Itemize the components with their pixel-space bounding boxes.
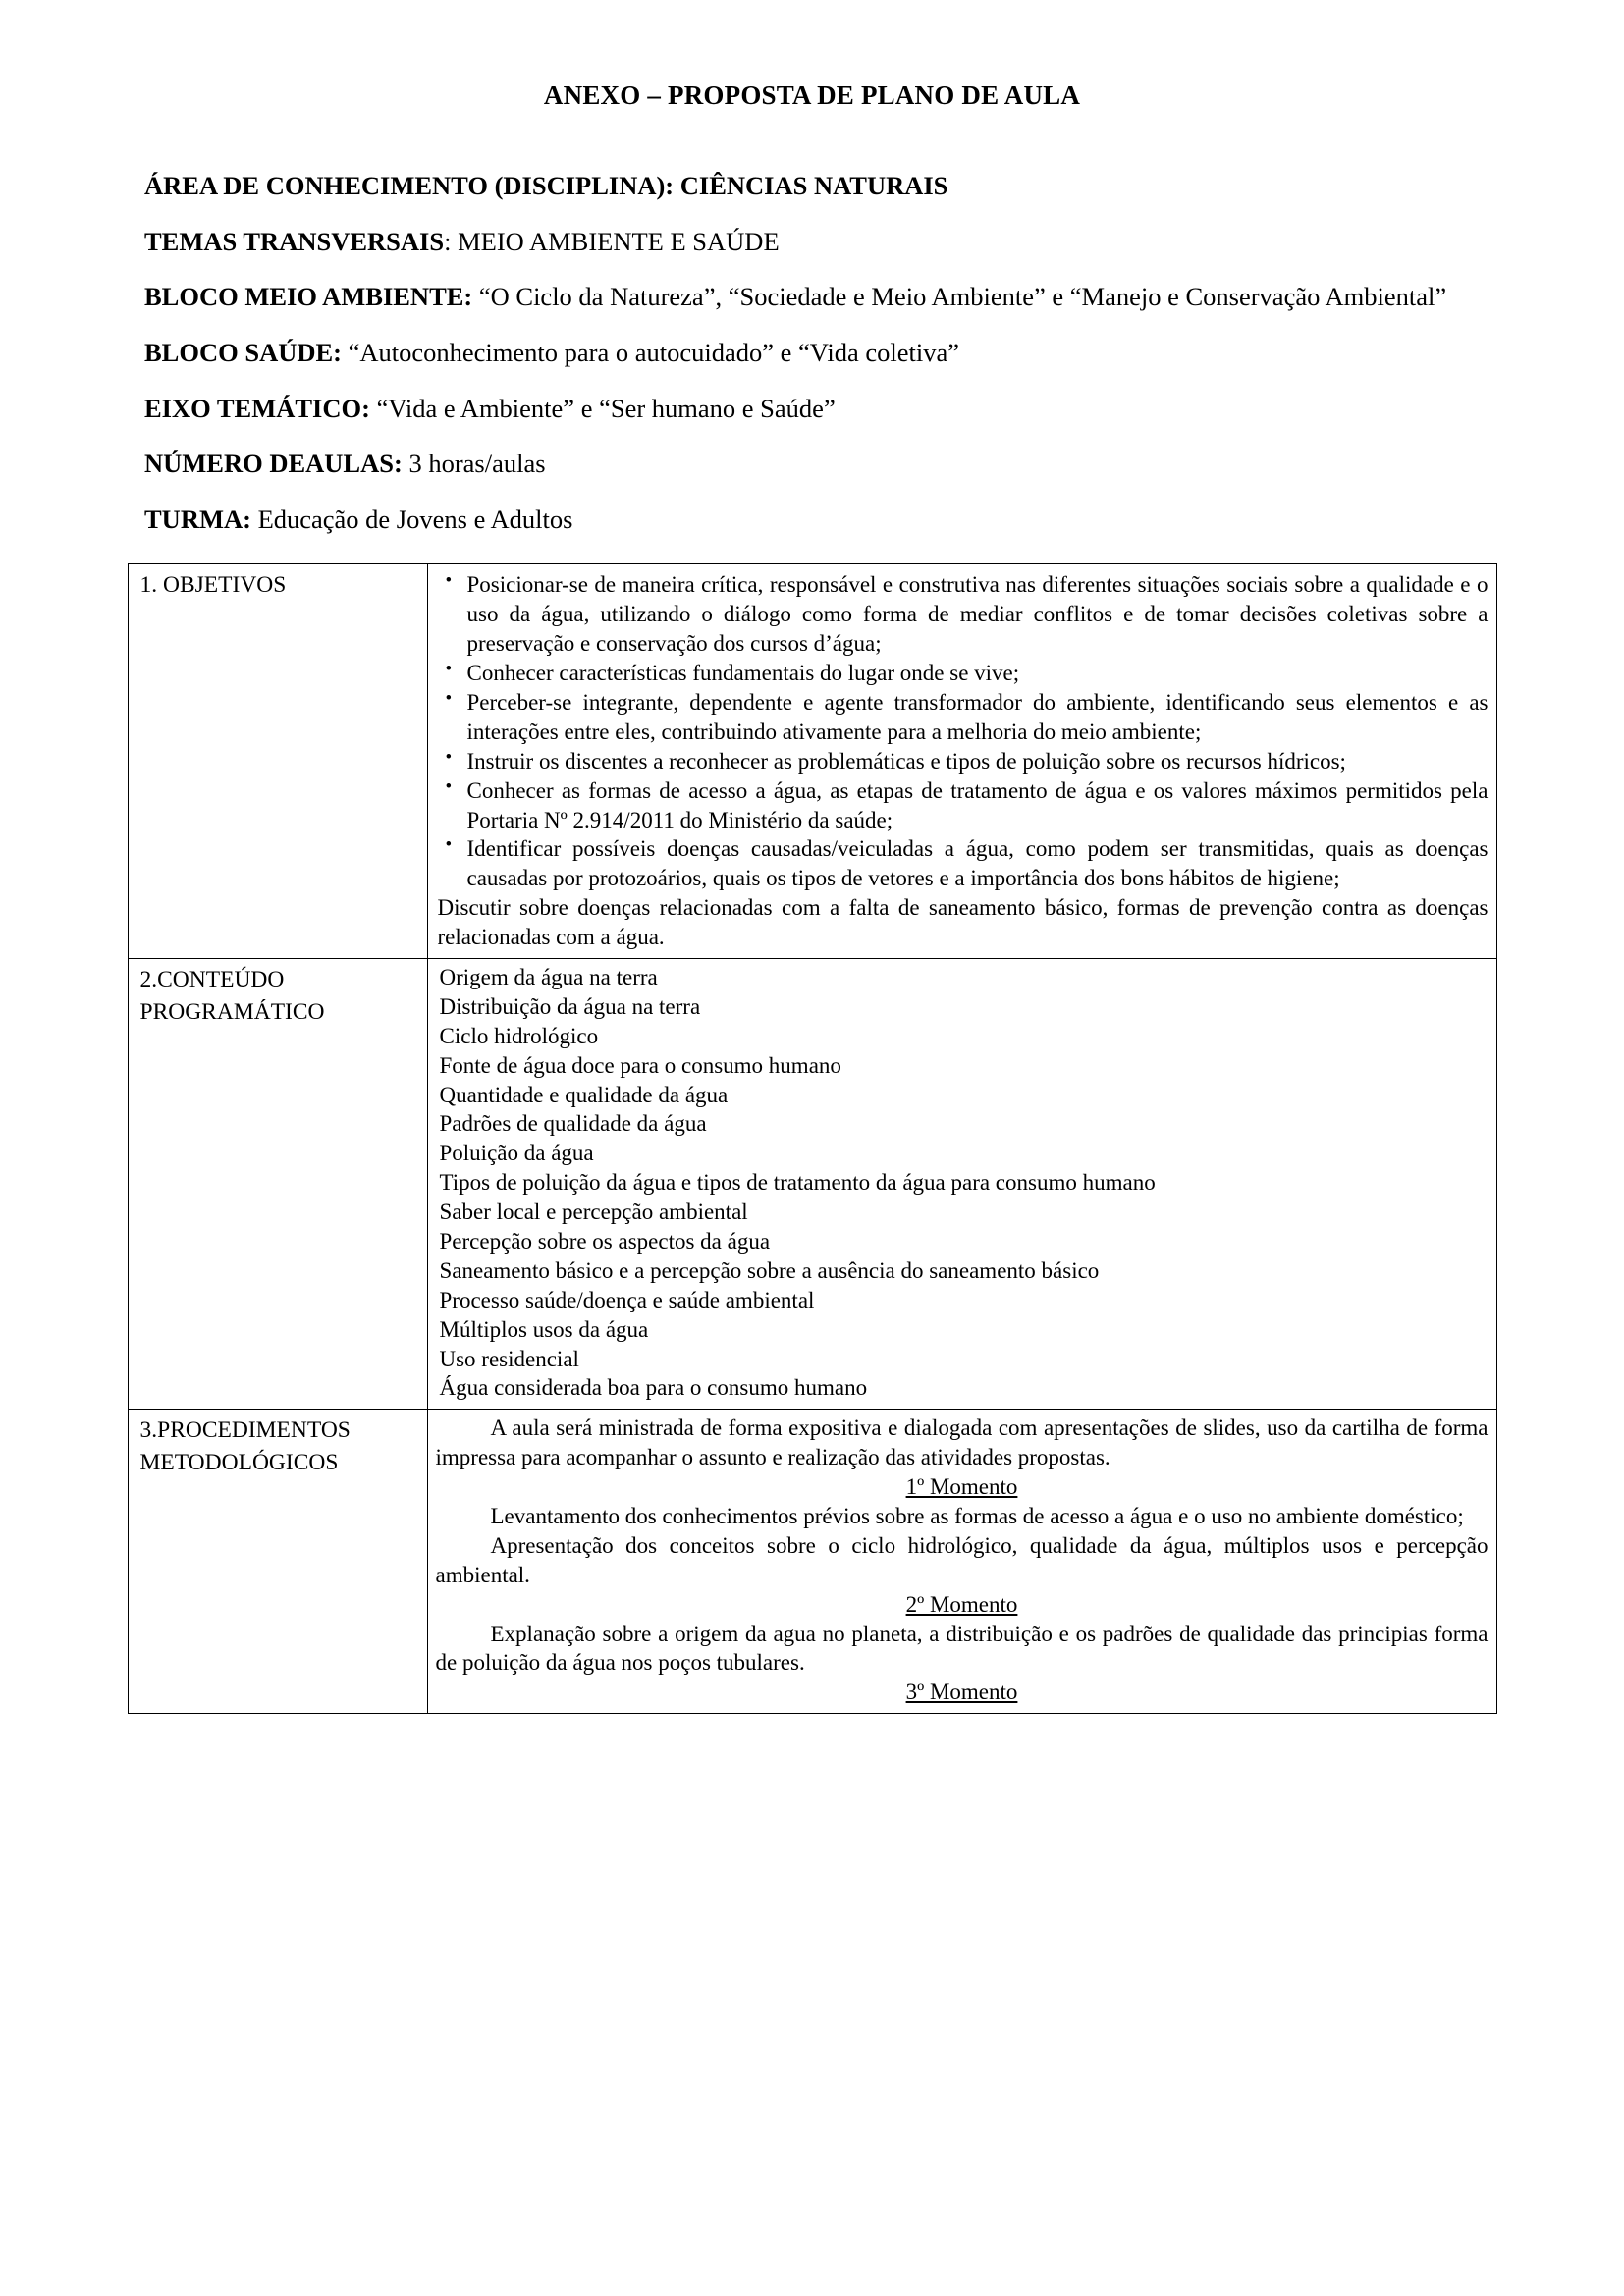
objetivos-label-cell — [128, 564, 427, 959]
conteudo-label-line1: 2.CONTEÚDO — [139, 966, 285, 992]
momento-2-heading-text: 2º Momento — [905, 1591, 1018, 1617]
plano-de-aula-table — [128, 563, 1497, 1714]
bloco-meio-ambiente-line — [144, 279, 1480, 316]
bloco-meio-ambiente-value: “O Ciclo da Natureza”, “Sociedade e Meio Ambiente” e “Manejo e Conservação Ambiental” — [472, 282, 1447, 312]
bloco-meio-ambiente-label: BLOCO MEIO AMBIENTE: — [144, 282, 473, 312]
list-item: Uso residencial — [439, 1346, 579, 1371]
momento-3-heading-text: 3º Momento — [905, 1680, 1018, 1705]
procedimentos-label-line1: 3.PROCEDIMENTOS — [139, 1417, 351, 1444]
area-de-conhecimento-label: ÁREA DE CONHECIMENTO (DISCIPLINA): CIÊNCIAS NATURAIS — [144, 171, 948, 200]
numero-de-aulas-line — [144, 446, 1480, 483]
temas-transversais-value: : MEIO AMBIENTE E SAÚDE — [444, 226, 780, 256]
turma-label: TURMA: — [144, 504, 251, 534]
list-item: • Conhecer características fundamentais do lugar onde se vive; — [465, 659, 1489, 688]
list-item: Água considerada boa para o consumo humano — [439, 1375, 868, 1401]
momento-3-heading — [436, 1678, 1489, 1707]
table-row-procedimentos-metodologicos — [128, 1410, 1496, 1714]
list-item: • Perceber-se integrante, dependente e agente transformador do ambiente, identificando seus elementos e as interações entre eles, contribuindo ativamente para a melhoria do meio ambiente; — [465, 688, 1489, 747]
eixo-tematico-line — [144, 391, 1480, 428]
list-item: Ciclo hidrológico — [439, 1023, 599, 1048]
momento-1-paragraph-1: Levantamento dos conhecimentos prévios sobre as formas de acesso a água e o uso no ambiente doméstico; — [490, 1503, 1464, 1528]
temas-transversais-label: TEMAS TRANSVERSAIS — [144, 226, 445, 256]
list-item: Padrões de qualidade da água — [439, 1111, 707, 1137]
list-item: Poluição da água — [439, 1141, 594, 1166]
momento-2-paragraph-1: Explanação sobre a origem da agua no planeta, a distribuição e os padrões de qualidade das principias forma de poluição da água nos poços tubulares. — [435, 1621, 1489, 1676]
eixo-tematico-value: “Vida e Ambiente” e “Ser humano e Saúde” — [369, 393, 836, 423]
header-metadata-block — [144, 111, 1480, 538]
bloco-saude-value: “Autoconhecimento para o autocuidado” e “Vida coletiva” — [342, 337, 959, 367]
list-item: • Posicionar-se de maneira crítica, responsável e construtiva nas diferentes situações sociais sobre a qualidade e o uso da água, utilizando o diálogo como forma de mediar conflitos e de tomar decisões coletivas sobre a preservação e conservação dos cursos d’água; — [465, 570, 1489, 659]
list-item: • Identificar possíveis doenças causadas/veiculadas a água, como podem ser transmitidas, quais as doenças causadas por protozoários, quais os tipos de vetores e a importância dos bons hábitos de higiene; — [465, 834, 1489, 893]
numero-de-aulas-value: 3 horas/aulas — [402, 449, 546, 479]
objetivos-bullet-list — [436, 570, 1489, 893]
page-title: ANEXO – PROPOSTA DE PLANO DE AULA — [543, 80, 1081, 110]
procedimentos-label-line2: METODOLÓGICOS — [139, 1449, 339, 1475]
list-item: Múltiplos usos da água — [439, 1316, 649, 1342]
conteudo-content-cell — [427, 958, 1496, 1409]
momento-2-heading — [436, 1590, 1489, 1620]
list-item: Fonte de água doce para o consumo humano — [439, 1052, 841, 1078]
list-item: Quantidade e qualidade da água — [439, 1082, 729, 1107]
list-item: • Instruir os discentes a reconhecer as problemáticas e tipos de poluição sobre os recursos hídricos; — [465, 747, 1489, 776]
turma-value: Educação de Jovens e Adultos — [250, 504, 573, 534]
numero-de-aulas-label: NÚMERO DEAULAS: — [144, 449, 403, 479]
eixo-tematico-label: EIXO TEMÁTICO: — [144, 393, 370, 423]
objetivos-trailing-paragraph: Discutir sobre doenças relacionadas com a falta de saneamento básico, formas de prevenção contra as doenças relacionadas com a água. — [437, 895, 1489, 950]
conteudo-label-line2: PROGRAMÁTICO — [139, 998, 325, 1025]
temas-transversais-line — [144, 224, 1480, 261]
table-row-objetivos — [128, 564, 1496, 959]
momento-1-heading-text: 1º Momento — [905, 1474, 1018, 1500]
procedimentos-content-cell — [427, 1410, 1496, 1714]
objetivos-label: 1. OBJETIVOS — [139, 572, 287, 599]
bloco-saude-line — [144, 335, 1480, 372]
list-item: Saber local e percepção ambiental — [439, 1200, 748, 1225]
list-item: • Conhecer as formas de acesso a água, as etapas de tratamento de água e os valores máximos permitidos pela Portaria Nº 2.914/2011 do Ministério da saúde; — [465, 776, 1489, 835]
area-de-conhecimento-line — [144, 168, 1480, 205]
list-item: Saneamento básico e a percepção sobre a ausência do saneamento básico — [439, 1257, 1100, 1283]
table-row-conteudo-programatico — [128, 958, 1496, 1409]
bloco-saude-label: BLOCO SAÚDE: — [144, 337, 342, 367]
list-item: Tipos de poluição da água e tipos de tratamento da água para consumo humano — [439, 1170, 1156, 1196]
procedimentos-label-cell — [128, 1410, 427, 1714]
objetivos-content-cell — [427, 564, 1496, 959]
conteudo-label-cell — [128, 958, 427, 1409]
list-item: Percepção sobre os aspectos da água — [439, 1228, 771, 1254]
momento-1-paragraph-2: Apresentação dos conceitos sobre o ciclo hidrológico, qualidade da água, múltiplos usos e percepção ambiental. — [435, 1532, 1489, 1587]
procedimentos-intro-paragraph: A aula será ministrada de forma expositiva e dialogada com apresentações de slides, uso da cartilha de forma impressa para acompanhar o assunto e realização das atividades propostas. — [435, 1415, 1489, 1470]
turma-line — [144, 502, 1480, 539]
list-item: Origem da água na terra — [439, 964, 658, 989]
list-item: Processo saúde/doença e saúde ambiental — [439, 1287, 815, 1312]
conteudo-item-list — [436, 963, 1489, 1403]
momento-1-heading — [436, 1472, 1489, 1502]
list-item: Distribuição da água na terra — [439, 993, 701, 1019]
